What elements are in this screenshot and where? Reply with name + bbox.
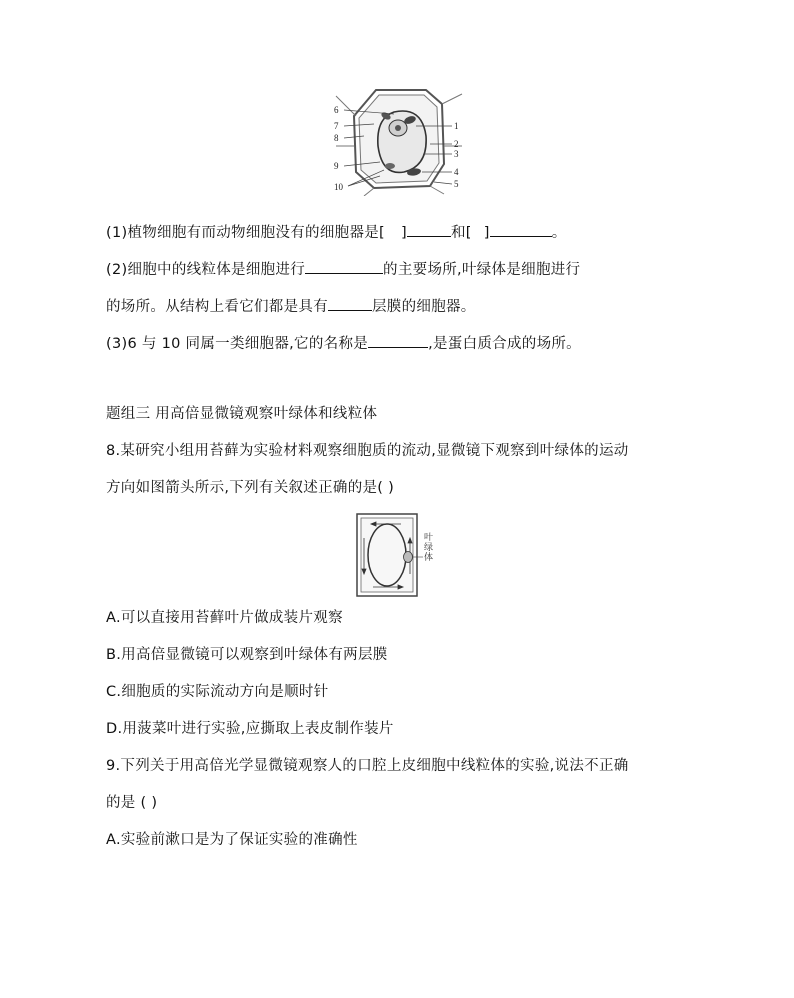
chloroplast [404,552,413,563]
q8-option-b[interactable]: B.用高倍显微镜可以观察到叶绿体有两层膜 [106,647,388,663]
answer-blank[interactable] [490,222,552,237]
answer-blank[interactable] [407,222,451,237]
q9-option-a[interactable]: A.实验前漱口是为了保证实验的准确性 [106,832,358,848]
q9-stem-line1: 9.下列关于用高倍光学显微镜观察人的口腔上皮细胞中线粒体的实验,说法不正确 [106,758,629,774]
cell-label-1: 1 [454,121,459,131]
cell-label-9: 9 [334,161,339,171]
q8-stem-line2: 方向如图箭头所示,下列有关叙述正确的是( ) [106,480,395,496]
q7-part1: (1)植物细胞有而动物细胞没有的细胞器是[ ] 和[ ] 。 [106,222,567,243]
answer-blank[interactable] [368,333,428,348]
chloroplast-figure-label: 叶绿体 [424,532,434,562]
cell-label-8: 8 [334,133,339,143]
answer-blank[interactable] [305,259,383,274]
vacuole [378,111,426,172]
cell-label-5: 5 [454,179,459,189]
q8-option-a[interactable]: A.可以直接用苔藓叶片做成装片观察 [106,610,343,626]
q8-option-d[interactable]: D.用菠菜叶进行实验,应撕取上表皮制作装片 [106,721,394,737]
cell-label-7: 7 [334,121,339,131]
q8-stem-line1: 8.某研究小组用苔藓为实验材料观察细胞质的流动,显微镜下观察到叶绿体的运动 [106,443,629,459]
answer-blank[interactable] [328,296,372,311]
cell-label-3: 3 [454,149,459,159]
q9-stem-line2: 的是 ( ) [106,795,158,811]
plant-cell-figure [334,86,464,196]
q7-part3: (3)6 与 10 同属一类细胞器,它的名称是 ,是蛋白质合成的场所。 [106,333,581,354]
q8-option-c[interactable]: C.细胞质的实际流动方向是顺时针 [106,684,329,700]
q7-part2-line2: 的场所。从结构上看它们都是具有 层膜的细胞器。 [106,296,476,317]
section-title: 题组三 用高倍显微镜观察叶绿体和线粒体 [106,406,378,422]
q7-part2-line1: (2)细胞中的线粒体是细胞进行 的主要场所,叶绿体是细胞进行 [106,259,580,280]
nucleolus [395,125,401,131]
chloroplast [385,163,395,169]
cell-label-4: 4 [454,167,459,177]
cell-label-6: 6 [334,105,339,115]
cell-label-10: 10 [334,182,343,192]
cell-label-2: 2 [454,139,459,149]
